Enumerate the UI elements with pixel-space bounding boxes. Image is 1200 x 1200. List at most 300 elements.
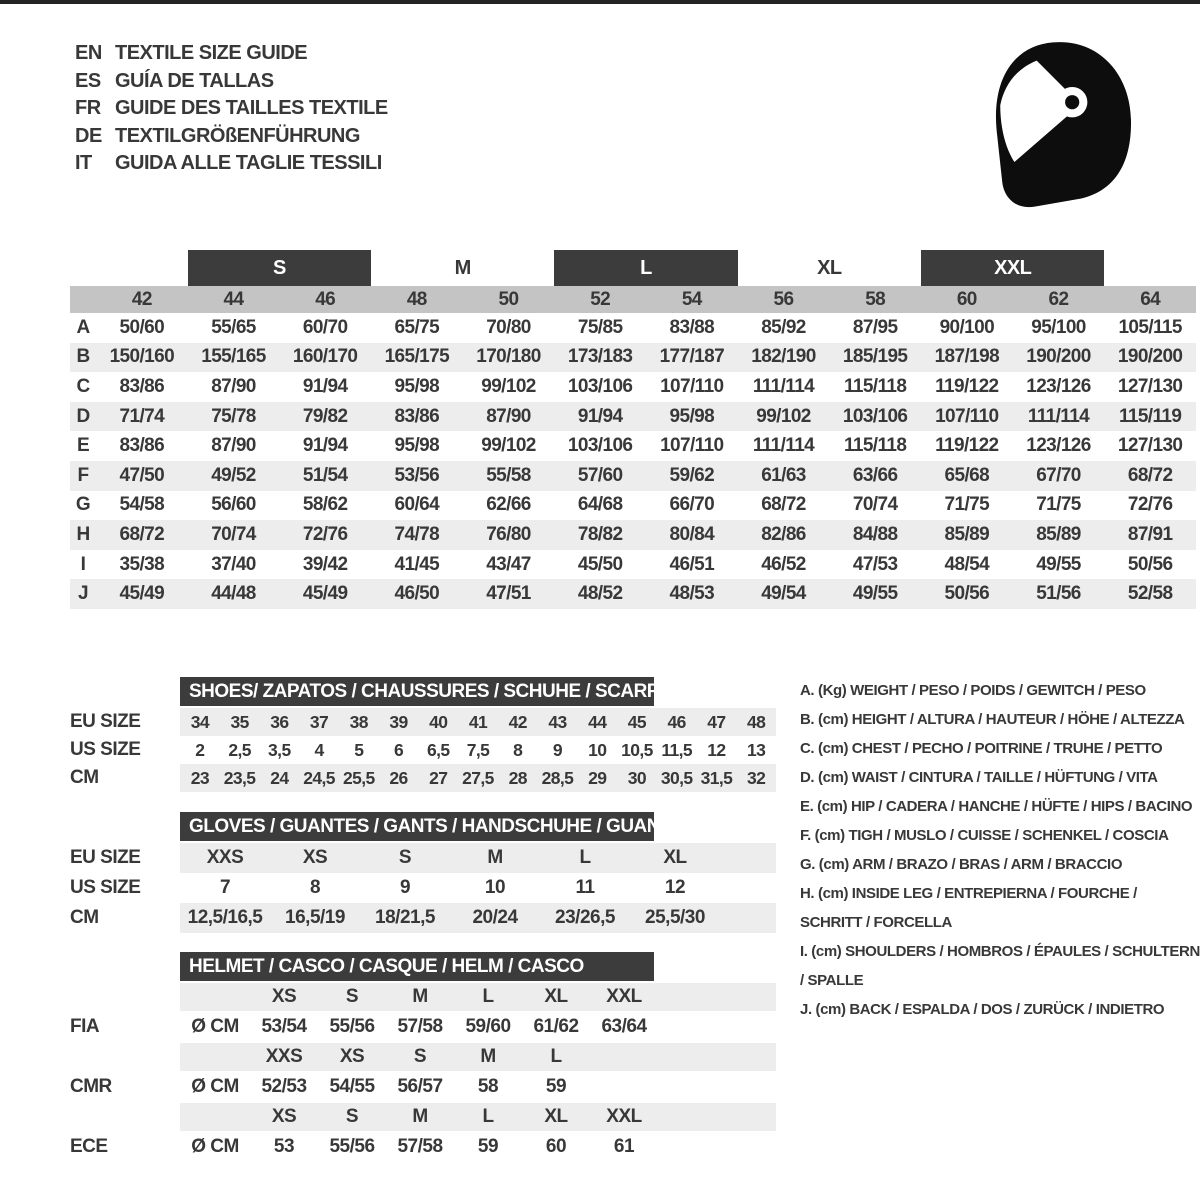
helmet-diameter-value: 59/60: [465, 1016, 511, 1037]
helmet-diameter-value: 61/62: [533, 1016, 579, 1037]
size-group-text: XXL: [994, 256, 1032, 279]
size-range-value: 62/66: [486, 494, 531, 516]
size-range-value: 59/62: [669, 464, 715, 486]
diameter-label: Ø CM: [191, 1016, 239, 1037]
size-range-value: 95/98: [394, 435, 440, 457]
numeric-size: 44: [223, 288, 244, 310]
shoe-cm-size: 30,5: [660, 767, 693, 788]
size-range-value: 91/94: [302, 375, 348, 397]
size-group-text: S: [272, 256, 286, 279]
legend-item: J. (cm) BACK / ESPALDA / DOS / ZURÜCK / INDIETRO: [800, 1001, 1165, 1018]
legend-item: F. (cm) TIGH / MUSLO / CUISSE / SCHENKEL / COSCIA: [800, 827, 1169, 844]
size-range-value: 123/126: [1026, 375, 1091, 397]
measurement-row: [70, 579, 1196, 609]
size-range-value: 43/47: [486, 553, 531, 575]
numeric-size: 54: [681, 288, 702, 310]
glove-cm-range: 20/24: [472, 907, 518, 928]
numeric-size: 62: [1048, 288, 1069, 310]
size-range-value: 57/60: [577, 464, 623, 486]
numeric-size-band: [70, 286, 1196, 313]
size-range-value: 50/56: [1127, 553, 1173, 575]
size-range-value: 155/165: [201, 346, 266, 368]
shoe-cm-size: 32: [747, 767, 766, 788]
measurement-row: [70, 550, 1196, 580]
shoe-cm-size: 23: [190, 767, 209, 788]
size-group-label: [738, 250, 921, 286]
helmet-header-bar: [180, 952, 654, 981]
shoe-us-size: 10,5: [621, 739, 653, 760]
glove-us-size: 10: [484, 877, 506, 898]
size-range-value: 87/90: [486, 405, 531, 427]
size-range-value: 150/160: [109, 346, 175, 368]
helmet-size-label: M: [480, 1046, 496, 1067]
textile-size-table: [70, 250, 1196, 609]
language-row: [75, 40, 388, 68]
empty-cell: [70, 1103, 180, 1131]
helmet-diameter-value: 57/58: [397, 1136, 443, 1157]
size-range-value: 48/54: [944, 553, 990, 575]
size-range-value: 123/126: [1026, 435, 1091, 457]
shoe-eu-size: 36: [270, 711, 289, 732]
size-range-value: 75/78: [211, 405, 256, 427]
size-range-value: 49/54: [761, 583, 806, 605]
numeric-size: 42: [131, 288, 152, 310]
size-range-value: 50/56: [944, 583, 990, 605]
measurement-row: [70, 491, 1196, 521]
numeric-size: 64: [1140, 288, 1161, 310]
language-code: ES: [75, 69, 101, 92]
measurement-row: [70, 372, 1196, 402]
size-range-value: 46/52: [761, 553, 806, 575]
language-code: DE: [75, 124, 102, 147]
size-range-value: 66/70: [669, 494, 715, 516]
helmet-diameter-value: 59: [477, 1136, 499, 1157]
shoe-us-size: 3,5: [268, 739, 291, 760]
shoe-us-size: 6: [393, 739, 404, 760]
size-range-value: 185/195: [842, 346, 908, 368]
size-range-value: 182/190: [751, 346, 816, 368]
glove-cm-range: 18/21,5: [375, 907, 435, 928]
helmet-standard-name: ECE: [70, 1136, 108, 1157]
empty-cell: [180, 983, 250, 1011]
shoe-eu-size: 42: [508, 711, 527, 732]
size-range-value: 90/100: [939, 316, 995, 338]
helmet-diameter-value: 52/53: [261, 1076, 307, 1097]
size-range-value: 87/90: [211, 435, 256, 457]
size-group-text: XL: [817, 256, 842, 279]
size-range-value: 53/56: [394, 464, 440, 486]
size-range-value: 111/114: [752, 435, 815, 457]
helmet-values-row: [70, 1131, 776, 1163]
glove-eu-size: S: [398, 847, 412, 868]
size-range-value: 127/130: [1117, 435, 1183, 457]
shoe-eu-size: 37: [309, 711, 329, 732]
size-range-value: 71/75: [944, 494, 990, 516]
row-letter: C: [76, 375, 90, 397]
shoe-us-size: 7,5: [466, 739, 490, 760]
legend-item: D. (cm) WAIST / CINTURA / TAILLE / HÜFTUNG / VITA: [800, 769, 1158, 786]
numeric-size: 48: [406, 288, 427, 310]
shoes-size-section: [70, 677, 776, 792]
size-range-value: 115/118: [843, 375, 907, 397]
size-range-value: 95/98: [669, 405, 715, 427]
size-range-value: 72/76: [1127, 494, 1173, 516]
helmet-size-label: M: [412, 986, 428, 1007]
size-range-value: 79/82: [302, 405, 348, 427]
size-range-value: 95/98: [394, 375, 440, 397]
size-range-value: 45/49: [302, 583, 348, 605]
size-range-value: 115/119: [1118, 405, 1182, 427]
legend-item: G. (cm) ARM / BRAZO / BRAS / ARM / BRACCIO: [800, 856, 1123, 873]
empty-cell: [180, 1103, 250, 1131]
row-letter: E: [76, 435, 90, 457]
size-group-label: [921, 250, 1104, 286]
size-range-value: 91/94: [302, 435, 348, 457]
language-row: [75, 68, 388, 96]
gloves-size-section: [70, 812, 776, 933]
shoes-eu-row: [70, 708, 776, 736]
size-range-value: 83/86: [394, 405, 440, 427]
size-range-value: 39/42: [302, 553, 348, 575]
row-label-eu-size: EU SIZE: [70, 847, 141, 868]
empty-cell: [70, 1043, 180, 1071]
shoe-us-size: 11,5: [661, 739, 693, 760]
size-range-value: 99/102: [756, 405, 811, 427]
shoe-us-size: 12: [707, 739, 726, 760]
size-range-value: 103/106: [567, 435, 633, 457]
helmet-sizes-row: [70, 983, 776, 1011]
size-range-value: 177/187: [659, 346, 725, 368]
helmet-standard-block: [70, 983, 776, 1043]
size-range-value: 54/58: [119, 494, 165, 516]
language-title-block: [75, 40, 388, 178]
helmet-size-label: [590, 1043, 658, 1071]
helmet-diameter-value: 53/54: [261, 1016, 307, 1037]
size-range-value: 47/51: [486, 583, 531, 605]
size-range-value: 71/74: [119, 405, 165, 427]
measurement-legend: [800, 676, 1200, 1024]
glove-us-size: 7: [219, 877, 231, 898]
size-range-value: 107/110: [660, 375, 724, 397]
measurement-rows: [70, 313, 1196, 609]
row-label-eu-size: EU SIZE: [70, 711, 141, 732]
guide-title: GUIDA ALLE TAGLIE TESSILI: [115, 152, 382, 175]
shoe-cm-size: 28,5: [541, 767, 574, 788]
size-group-label: [188, 250, 371, 286]
gloves-cm-row: [70, 903, 776, 933]
shoe-cm-size: 30: [627, 767, 647, 788]
size-range-value: 165/175: [384, 346, 450, 368]
size-range-value: 67/70: [1036, 464, 1081, 486]
helmet-size-section: [70, 952, 776, 1163]
shoes-us-row: [70, 736, 776, 764]
size-range-value: 56/60: [211, 494, 256, 516]
shoe-cm-size: 23,5: [223, 767, 256, 788]
row-label-us-size: US SIZE: [70, 877, 141, 898]
helmet-diameter-value: 61: [613, 1136, 635, 1157]
shoes-cm-row: [70, 764, 776, 792]
shoes-header-bar: [180, 677, 672, 706]
helmet-header-title: HELMET / CASCO / CASQUE / HELM / CASCO: [189, 955, 584, 977]
size-range-value: 190/200: [1026, 346, 1091, 368]
size-range-value: 71/75: [1036, 494, 1081, 516]
size-range-value: 76/80: [486, 523, 531, 545]
size-range-value: 119/122: [935, 375, 999, 397]
language-code: FR: [75, 97, 101, 120]
shoe-eu-size: 39: [389, 711, 408, 732]
helmet-standards: [70, 983, 776, 1163]
size-range-value: 47/50: [119, 464, 165, 486]
gloves-us-row: [70, 873, 776, 903]
empty-cell: [70, 983, 180, 1011]
size-range-value: 105/115: [1118, 316, 1182, 338]
size-group-header-row: [70, 250, 1196, 286]
measurement-row: [70, 431, 1196, 461]
numeric-size: 56: [773, 288, 794, 310]
shoe-us-size: 5: [354, 739, 364, 760]
shoe-eu-size: 38: [349, 711, 368, 732]
row-letter: D: [76, 405, 90, 427]
glove-cm-range: 25,5/30: [645, 907, 705, 928]
helmet-standard-name: CMR: [70, 1076, 112, 1097]
size-range-value: 83/88: [669, 316, 715, 338]
shoe-eu-size: 43: [548, 711, 567, 732]
gloves-eu-row: [70, 843, 776, 873]
size-range-value: 111/114: [752, 375, 815, 397]
size-range-value: 84/88: [852, 523, 898, 545]
guide-title: GUIDE DES TAILLES TEXTILE: [115, 97, 388, 120]
helmet-diameter-value: [590, 1071, 658, 1103]
size-range-value: 52/58: [1127, 583, 1173, 605]
size-range-value: 60/70: [302, 316, 348, 338]
size-range-value: 37/40: [211, 553, 256, 575]
shoe-cm-size: 27,5: [462, 767, 494, 788]
helmet-size-label: XL: [544, 986, 568, 1007]
size-range-value: 95/100: [1031, 316, 1086, 338]
size-range-value: 70/74: [852, 494, 898, 516]
size-range-value: 82/86: [761, 523, 806, 545]
language-row: [75, 150, 388, 178]
helmet-standard-name: FIA: [70, 1016, 100, 1037]
size-range-value: 99/102: [481, 435, 536, 457]
shoe-eu-size: 47: [707, 711, 726, 732]
language-row: [75, 95, 388, 123]
helmet-size-label: S: [345, 1106, 359, 1127]
empty-cell: [180, 1043, 250, 1071]
row-label-cm: CM: [70, 767, 99, 788]
shoe-eu-size: 35: [230, 711, 249, 732]
size-range-value: 45/49: [119, 583, 165, 605]
helmet-diameter-value: 55/56: [329, 1016, 375, 1037]
shoe-us-size: 9: [552, 739, 563, 760]
glove-us-size: 12: [664, 877, 686, 898]
size-range-value: 48/52: [577, 583, 623, 605]
size-range-value: 83/86: [119, 375, 165, 397]
size-range-value: 35/38: [119, 553, 165, 575]
shoe-us-size: 2: [195, 739, 205, 760]
helmet-diameter-value: 63/64: [601, 1016, 647, 1037]
size-range-value: 65/68: [944, 464, 990, 486]
shoe-eu-size: 45: [627, 711, 647, 732]
glove-cm-range: 12,5/16,5: [187, 907, 263, 928]
measurement-row: [70, 520, 1196, 550]
size-range-value: 63/66: [852, 464, 898, 486]
measurement-row: [70, 313, 1196, 343]
shoe-us-size: 8: [513, 739, 523, 760]
helmet-size-label: S: [345, 986, 359, 1007]
size-range-value: 47/53: [852, 553, 898, 575]
size-range-value: 107/110: [660, 435, 724, 457]
size-range-value: 68/72: [761, 494, 806, 516]
glove-eu-size: XL: [663, 847, 687, 868]
helmet-values-row: [70, 1071, 776, 1103]
size-range-value: 68/72: [119, 523, 165, 545]
shoe-cm-size: 26: [389, 767, 408, 788]
numeric-size: 60: [956, 288, 977, 310]
size-range-value: 85/89: [944, 523, 990, 545]
helmet-size-label: M: [412, 1106, 428, 1127]
size-range-value: 115/118: [843, 435, 907, 457]
helmet-standard-block: [70, 1043, 776, 1103]
helmet-size-label: S: [413, 1046, 427, 1067]
helmet-diameter-value: 59: [545, 1076, 567, 1097]
helmet-size-label: XXL: [606, 1106, 642, 1127]
glove-cm-range: 23/26,5: [555, 907, 615, 928]
size-range-value: 46/51: [669, 553, 715, 575]
size-group-label: [371, 250, 554, 286]
size-range-value: 99/102: [481, 375, 536, 397]
shoe-cm-size: 27: [429, 767, 448, 788]
measurement-row: [70, 461, 1196, 491]
size-range-value: 85/92: [761, 316, 806, 338]
size-range-value: 75/85: [577, 316, 623, 338]
legend-item: C. (cm) CHEST / PECHO / POITRINE / TRUHE / PETTO: [800, 740, 1163, 757]
row-label-cm: CM: [70, 907, 99, 928]
helmet-sizes-row: [70, 1043, 776, 1071]
size-range-value: 55/65: [211, 316, 256, 338]
language-row: [75, 123, 388, 151]
shoe-us-size: 13: [747, 739, 766, 760]
size-range-value: 70/74: [211, 523, 256, 545]
row-label-us-size: US SIZE: [70, 739, 141, 760]
glove-us-size: 11: [575, 877, 595, 898]
size-range-value: 61/63: [761, 464, 806, 486]
size-range-value: 160/170: [292, 346, 358, 368]
helmet-size-label: XL: [544, 1106, 568, 1127]
size-range-value: 51/54: [302, 464, 348, 486]
size-range-value: 50/60: [119, 316, 165, 338]
size-range-value: 41/45: [394, 553, 440, 575]
helmet-size-label: L: [482, 1106, 494, 1127]
guide-title: TEXTILE SIZE GUIDE: [115, 42, 308, 65]
size-range-value: 65/75: [394, 316, 440, 338]
helmet-size-label: XS: [271, 986, 297, 1007]
shoe-cm-size: 28: [508, 767, 527, 788]
numeric-size: 52: [590, 288, 611, 310]
size-group-text: L: [640, 256, 652, 279]
helmet-size-label: XS: [271, 1106, 297, 1127]
size-range-value: 187/198: [934, 346, 1000, 368]
size-range-value: 190/200: [1117, 346, 1183, 368]
size-range-value: 72/76: [302, 523, 348, 545]
size-range-value: 87/95: [852, 316, 898, 338]
size-range-value: 64/68: [577, 494, 623, 516]
size-range-value: 51/56: [1036, 583, 1081, 605]
helmet-values-row: [70, 1011, 776, 1043]
glove-eu-size: XS: [302, 847, 328, 868]
size-range-value: 45/50: [577, 553, 623, 575]
guide-title: TEXTILGRÖßENFÜHRUNG: [115, 124, 360, 147]
shoe-eu-size: 34: [190, 711, 209, 732]
size-range-value: 46/50: [394, 583, 440, 605]
size-range-value: 58/62: [302, 494, 348, 516]
helmet-size-label: XXL: [606, 986, 642, 1007]
size-range-value: 74/78: [394, 523, 440, 545]
size-range-value: 85/89: [1036, 523, 1081, 545]
size-range-value: 48/53: [669, 583, 715, 605]
shoe-us-size: 2,5: [228, 739, 251, 760]
diameter-label: Ø CM: [191, 1076, 239, 1097]
size-group-label: [554, 250, 737, 286]
size-range-value: 44/48: [211, 583, 256, 605]
helmet-standard-block: [70, 1103, 776, 1163]
helmet-diameter-value: 54/55: [329, 1076, 375, 1097]
gloves-header-bar: [180, 812, 676, 841]
shoe-us-size: 6,5: [426, 739, 450, 760]
legend-item: E. (cm) HIP / CADERA / HANCHE / HÜFTE / HIPS / BACINO: [800, 798, 1193, 815]
helmet-size-label: XXS: [265, 1046, 303, 1067]
shoe-eu-size: 46: [667, 711, 686, 732]
helmet-diameter-value: 60: [545, 1136, 567, 1157]
size-range-value: 70/80: [486, 316, 531, 338]
glove-us-size: 9: [399, 877, 411, 898]
helmet-size-label: L: [482, 986, 494, 1007]
glove-cm-range: 16,5/19: [285, 907, 345, 928]
diameter-label: Ø CM: [191, 1136, 239, 1157]
legend-item: H. (cm) INSIDE LEG / ENTREPIERNA / FOURCHE / SCHRITT / FORCELLA: [800, 885, 1137, 931]
helmet-diameter-value: 56/57: [397, 1076, 443, 1097]
glove-eu-size: M: [487, 847, 503, 868]
legend-item: B. (cm) HEIGHT / ALTURA / HAUTEUR / HÖHE / ALTEZZA: [800, 711, 1185, 728]
shoe-eu-size: 41: [468, 711, 488, 732]
size-range-value: 103/106: [567, 375, 633, 397]
shoe-eu-size: 48: [747, 711, 766, 732]
shoe-cm-size: 29: [588, 767, 607, 788]
size-range-value: 103/106: [842, 405, 908, 427]
glove-eu-size: L: [579, 847, 591, 868]
legend-item: A. (Kg) WEIGHT / PESO / POIDS / GEWITCH / PESO: [800, 682, 1146, 699]
size-range-value: 127/130: [1117, 375, 1183, 397]
row-letter: A: [76, 316, 90, 338]
measurement-row: [70, 343, 1196, 373]
numeric-size: 58: [865, 288, 886, 310]
helmet-diameter-value: 55/56: [329, 1136, 375, 1157]
racing-helmet-icon: [982, 38, 1134, 213]
size-range-value: 107/110: [935, 405, 999, 427]
shoe-eu-size: 44: [588, 711, 607, 732]
helmet-diameter-value: 53: [273, 1136, 295, 1157]
size-range-value: 49/55: [1036, 553, 1081, 575]
size-range-value: 87/90: [211, 375, 256, 397]
size-range-value: 170/180: [476, 346, 541, 368]
size-range-value: 119/122: [935, 435, 999, 457]
helmet-diameter-value: 58: [477, 1076, 499, 1097]
size-range-value: 83/86: [119, 435, 165, 457]
glove-eu-size: XXS: [206, 847, 244, 868]
size-range-value: 111/114: [1027, 405, 1090, 427]
helmet-sizes-row: [70, 1103, 776, 1131]
shoe-eu-size: 40: [429, 711, 448, 732]
